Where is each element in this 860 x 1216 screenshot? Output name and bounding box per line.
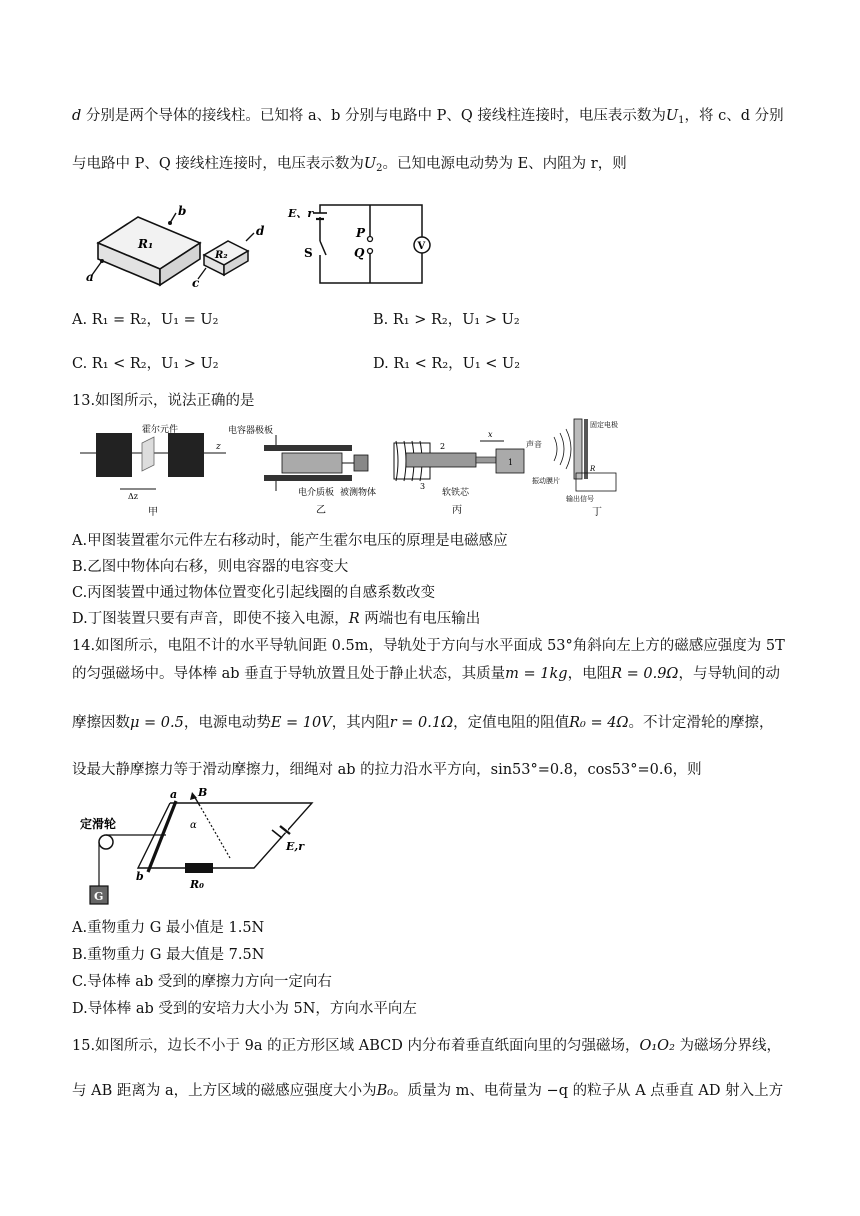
label-c: c: [192, 276, 200, 290]
label-p: P: [356, 226, 366, 240]
q14-line2-pre: 的匀强磁场中。导体棒 ab 垂直于导轨放置且处于静止状态，其质量: [72, 666, 506, 682]
q12-line1-tail: ，将 c、d 分别: [684, 108, 784, 124]
r0-label: R₀: [190, 878, 204, 891]
q14-line3-pre: 摩擦因数: [72, 715, 130, 731]
q14-stem-line1: 14.如图所示，电阻不计的水平导轨间距 0.5m，导轨处于方向与水平面成 53°角斜向左上方的磁感应强度为 5T: [72, 638, 785, 654]
q14-option-d: D.导体棒 ab 受到的安培力大小为 5N，方向水平向左: [72, 1001, 417, 1017]
q12-line2-pre: 与电路中 P、Q 接线柱连接时，电压表示数为: [72, 156, 364, 172]
q12-option-c: C. R₁ < R₂，U₁ > U₂: [72, 356, 219, 372]
label-b: b: [178, 204, 187, 218]
ding-label: 丁: [592, 507, 602, 518]
q14-option-a: A.重物重力 G 最小值是 1.5N: [72, 920, 265, 936]
q14-line2-post: ，与导轨间的动: [678, 666, 780, 682]
q14-emf: E = 10V: [270, 715, 332, 731]
num1: 1: [508, 458, 514, 467]
q14-stem-line4: 设最大静摩擦力等于滑动摩擦力，细绳对 ab 的拉力沿水平方向，sin53°=0.8，cos53°=0.6，则: [72, 762, 702, 778]
q14-r0: R₀ = 4Ω: [569, 715, 629, 731]
q14-figure: [78, 786, 328, 912]
q12-option-d: D. R₁ < R₂，U₁ < U₂: [373, 356, 521, 372]
q15-stem-line2: [72, 1081, 783, 1101]
g-label: G: [94, 890, 104, 903]
q13-stem: 13.如图所示，说法正确的是: [72, 393, 255, 409]
dz-label: Δz: [128, 492, 138, 501]
q13-figure: [76, 415, 636, 520]
z-label: z: [216, 442, 221, 452]
voltmeter-label: V: [417, 241, 426, 252]
rod-a: a: [170, 788, 178, 801]
label-d: d: [256, 224, 265, 238]
q14-stem-line2: [72, 664, 780, 684]
var-d: d: [72, 108, 82, 124]
q12-stem-line2: 与电路中 P、Q 接线柱连接时，电压表示数为$U_2$。已知电源电动势为 E、内阻为 r，则: [72, 156, 627, 174]
q15-line2-post: 。质量为 m、电荷量为 −q 的粒子从 A 点垂直 AD 射入上方: [393, 1083, 784, 1099]
yi-label: 乙: [316, 505, 326, 516]
q13-option-d-pre: D.丁图装置只要有声音，即使不接入电源，: [72, 611, 349, 627]
q13-option-d: [72, 609, 480, 629]
q14-mass: m = 1kg: [505, 666, 568, 682]
num2: 2: [440, 442, 446, 451]
q14-line3-a: ，电源电动势: [183, 715, 271, 731]
q12-line2-post: 。已知电源电动势为 E、内阻为 r，则: [382, 156, 627, 172]
q13-option-a: A.甲图装置霍尔元件左右移动时，能产生霍尔电压的原理是电磁感应: [72, 533, 508, 549]
pulley-label: 定滑轮: [80, 817, 117, 831]
q12-figure: [80, 195, 440, 295]
label-a: a: [86, 270, 94, 284]
q14-resistance: R = 0.9Ω: [611, 666, 679, 682]
diel-label: 电介质板: [298, 488, 335, 498]
obj-label: 被测物体: [340, 488, 377, 498]
q13-option-d-r: R: [348, 611, 360, 627]
core-label: 软铁芯: [442, 488, 470, 498]
film-label: 振动膜片: [532, 477, 560, 485]
sound-label: 声音: [526, 440, 542, 449]
q14-line3-c: ，定值电阻的阻值: [453, 715, 570, 731]
jia-label: 甲: [148, 507, 158, 518]
q15-b0: B₀: [376, 1083, 394, 1099]
num3: 3: [420, 482, 426, 491]
label-er: E、r: [288, 207, 314, 220]
er-label: E,r: [286, 840, 305, 853]
q14-line3-post: 。不计定滑轮的摩擦，: [628, 715, 774, 731]
q15-line2-pre: 与 AB 距离为 a，上方区域的磁感应强度大小为: [72, 1083, 377, 1099]
q14-option-c: C.导体棒 ab 受到的摩擦力方向一定向右: [72, 974, 332, 990]
q12-line1-text: 分别是两个导体的接线柱。已知将 a、b 分别与电路中 P、Q 接线柱连接时，电压表示数为: [85, 108, 666, 124]
q12-option-b: B. R₁ > R₂，U₁ > U₂: [373, 312, 520, 328]
label-q: Q: [354, 246, 365, 260]
bing-label: 丙: [452, 505, 462, 516]
q12-stem-line1: d 分别是两个导体的接线柱。已知将 a、b 分别与电路中 P、Q 接线柱连接时，电压表示数为$U_1$，将 c、d 分别: [72, 108, 784, 126]
var-u1: U: [665, 108, 679, 124]
hall-label: 霍尔元件: [142, 425, 179, 435]
q15-boundary: O₁O₂: [639, 1038, 675, 1054]
q12-option-a: A. R₁ = R₂，U₁ = U₂: [72, 312, 219, 328]
cap-label: 电容器极板: [228, 426, 274, 436]
q14-line2-mid: ，电阻: [567, 666, 612, 682]
q14-mu: μ = 0.5: [130, 715, 184, 731]
alpha-label: α: [190, 820, 197, 831]
q13-option-c: C.丙图装置中通过物体位置变化引起线圈的自感系数改变: [72, 585, 436, 601]
b-field-label: B: [198, 786, 208, 799]
q13-option-d-post: 两端也有电压输出: [359, 611, 481, 627]
q15-line1-pre: 15.如图所示，边长不小于 9a 的正方形区域 ABCD 内分布着垂直纸面向里的匀强磁场，: [72, 1038, 640, 1054]
fixed-label: 固定电极: [590, 421, 618, 429]
r1-label: R₁: [138, 237, 154, 251]
q14-line3-b: ，其内阻: [331, 715, 390, 731]
r2-label: R₂: [215, 250, 228, 261]
rod-b: b: [136, 870, 144, 883]
r-label: R: [590, 465, 596, 473]
q15-stem-line1: [72, 1036, 781, 1056]
q15-line1-post: 为磁场分界线，: [674, 1038, 781, 1054]
out-label: 输出信号: [566, 495, 594, 503]
label-s: S: [304, 246, 313, 260]
q14-stem-line3: [72, 713, 773, 733]
q14-option-b: B.重物重力 G 最大值是 7.5N: [72, 947, 265, 963]
x-label: x: [488, 430, 493, 439]
q13-option-b: B.乙图中物体向右移，则电容器的电容变大: [72, 559, 349, 575]
q14-inner-r: r = 0.1Ω: [389, 715, 454, 731]
